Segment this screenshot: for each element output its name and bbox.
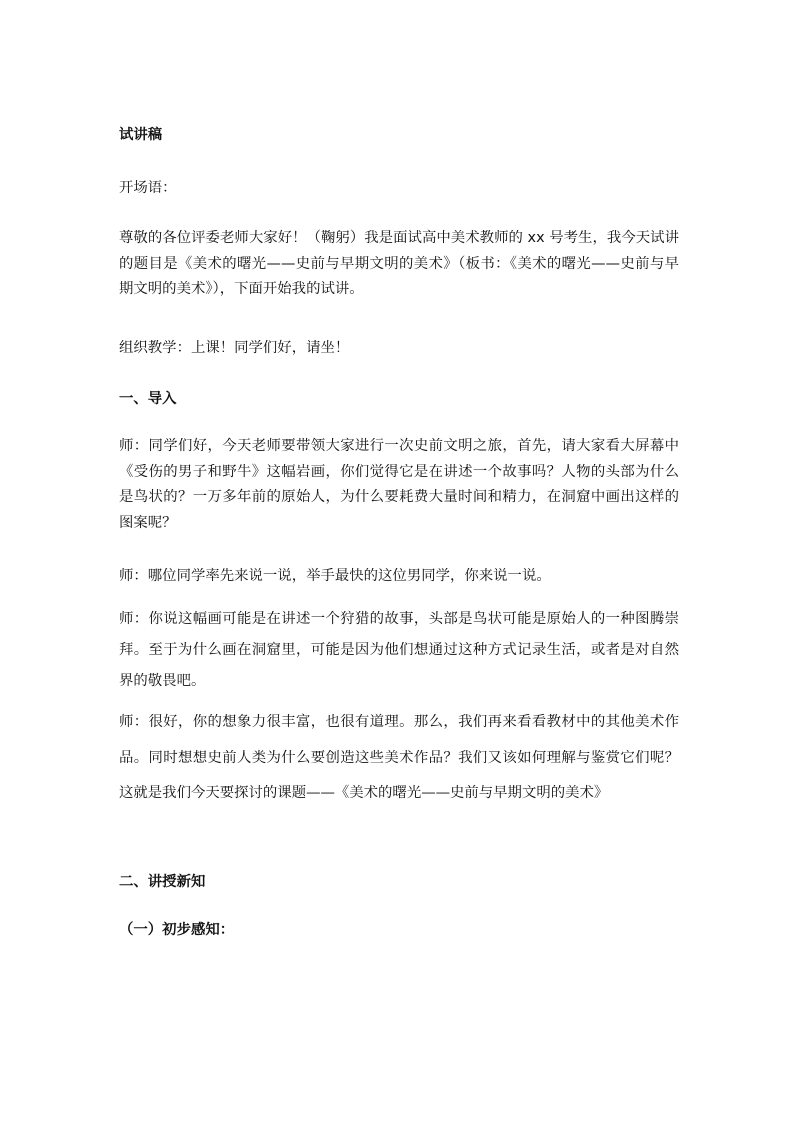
document-title: 试讲稿 [119,127,163,143]
teacher-praise-paragraph: 师：很好，你的想象力很丰富，也很有道理。那么，我们再来看看教材中的其他美术作品。同时想想史前人类为什么要创造这些美术作品？我们又该如何理解与鉴赏它们呢？这就是我们今天要探讨的课题——《美术的曙光——史前与早期文明的美术》 [119,714,679,801]
section-2-heading: 二、讲授新知 [119,874,206,890]
opening-label: 开场语： [119,180,177,196]
organize-teaching-line: 组织教学：上课！同学们好，请坐！ [119,340,350,356]
greeting-paragraph: 尊敬的各位评委老师大家好！（鞠躬）我是面试高中美术教师的 xx 号考生，我今天试讲的题目是《美术的曙光——史前与早期文明的美术》（板书：《美术的曙光——史前与早期文明的美术》），下面开始我的试讲。 [119,230,679,297]
teacher-intro-paragraph: 师：同学们好，今天老师要带领大家进行一次史前文明之旅，首先，请大家看大屏幕中《受伤的男子和野牛》这幅岩画，你们觉得它是在讲述一个故事吗？人物的头部为什么是鸟状的？一万多年前的原始人，为什么要耗费大量时间和精力，在洞窟中画出这样的图案呢？ [119,438,679,531]
teacher-call-line: 师：哪位同学率先来说一说，举手最快的这位男同学，你来说一说。 [119,568,551,584]
section-1-heading: 一、导入 [119,391,177,407]
subsection-1-heading: （一）初步感知： [119,922,235,938]
teacher-reply-paragraph: 师：你说这幅画可能是在讲述一个狩猎的故事，头部是鸟状可能是原始人的一种图腾崇拜。至于为什么画在洞窟里，可能是因为他们想通过这种方式记录生活，或者是对自然界的敬畏吧。 [119,611,679,689]
